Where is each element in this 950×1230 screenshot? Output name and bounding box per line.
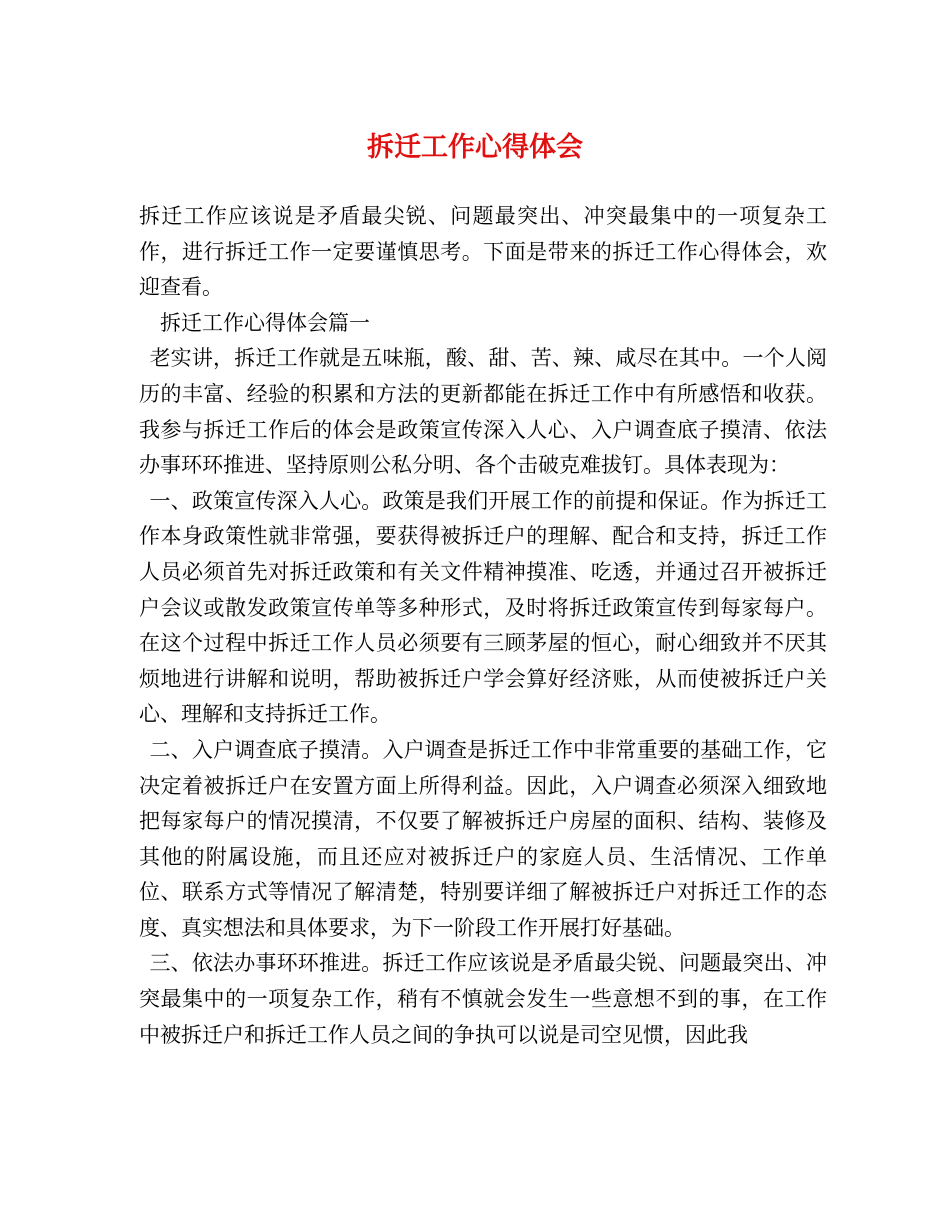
intro-paragraph: 拆迁工作应该说是矛盾最尖锐、问题最突出、冲突最集中的一项复杂工作，进行拆迁工作一定要谨慎思考。下面是带来的拆迁工作心得体会，欢迎查看。 [139,204,827,300]
document-body [139,199,827,1053]
body-paragraph: 二、入户调查底子摸清。入户调查是拆迁工作中非常重要的基础工作，它决定着被拆迁户在安置方面上所得利益。因此，入户调查必须深入细致地把每家每户的情况摸清，不仅要了解被拆迁户房屋的面积、结构、装修及其他的附属设施，而且还应对被拆迁户的家庭人员、生活情况、工作单位、联系方式等情况了解清楚，特别要详细了解被拆迁户对拆迁工作的态度、真实想法和具体要求，为下一阶段工作开展打好基础。 [139,737,827,940]
section-heading: 拆迁工作心得体会篇一 [160,310,370,335]
document-title: 拆迁工作心得体会 [367,132,583,163]
body-paragraph: 三、依法办事环环推进。拆迁工作应该说是矛盾最尖锐、问题最突出、冲突最集中的一项复杂工作，稍有不慎就会发生一些意想不到的事，在工作中被拆迁户和拆迁工作人员之间的争执可以说是司空见惯，因此我 [139,951,827,1047]
body-paragraph: 一、政策宣传深入人心。政策是我们开展工作的前提和保证。作为拆迁工作本身政策性就非常强，要获得被拆迁户的理解、配合和支持，拆迁工作人员必须首先对拆迁政策和有关文件精神摸准、吃透，并通过召开被拆迁户会议或散发政策宣传单等多种形式，及时将拆迁政策宣传到每家每户。在这个过程中拆迁工作人员必须要有三顾茅屋的恒心，耐心细致并不厌其烦地进行讲解和说明，帮助被拆迁户学会算好经济账，从而使被拆迁户关心、理解和支持拆迁工作。 [139,488,827,727]
body-paragraph: 老实讲，拆迁工作就是五味瓶，酸、甜、苦、辣、咸尽在其中。一个人阅历的丰富、经验的积累和方法的更新都能在拆迁工作中有所感悟和收获。我参与拆迁工作后的体会是政策宣传深入人心、入户调查底子摸清、依法办事环环推进、坚持原则公私分明、各个击破克难拔钉。具体表现为： [139,346,827,478]
